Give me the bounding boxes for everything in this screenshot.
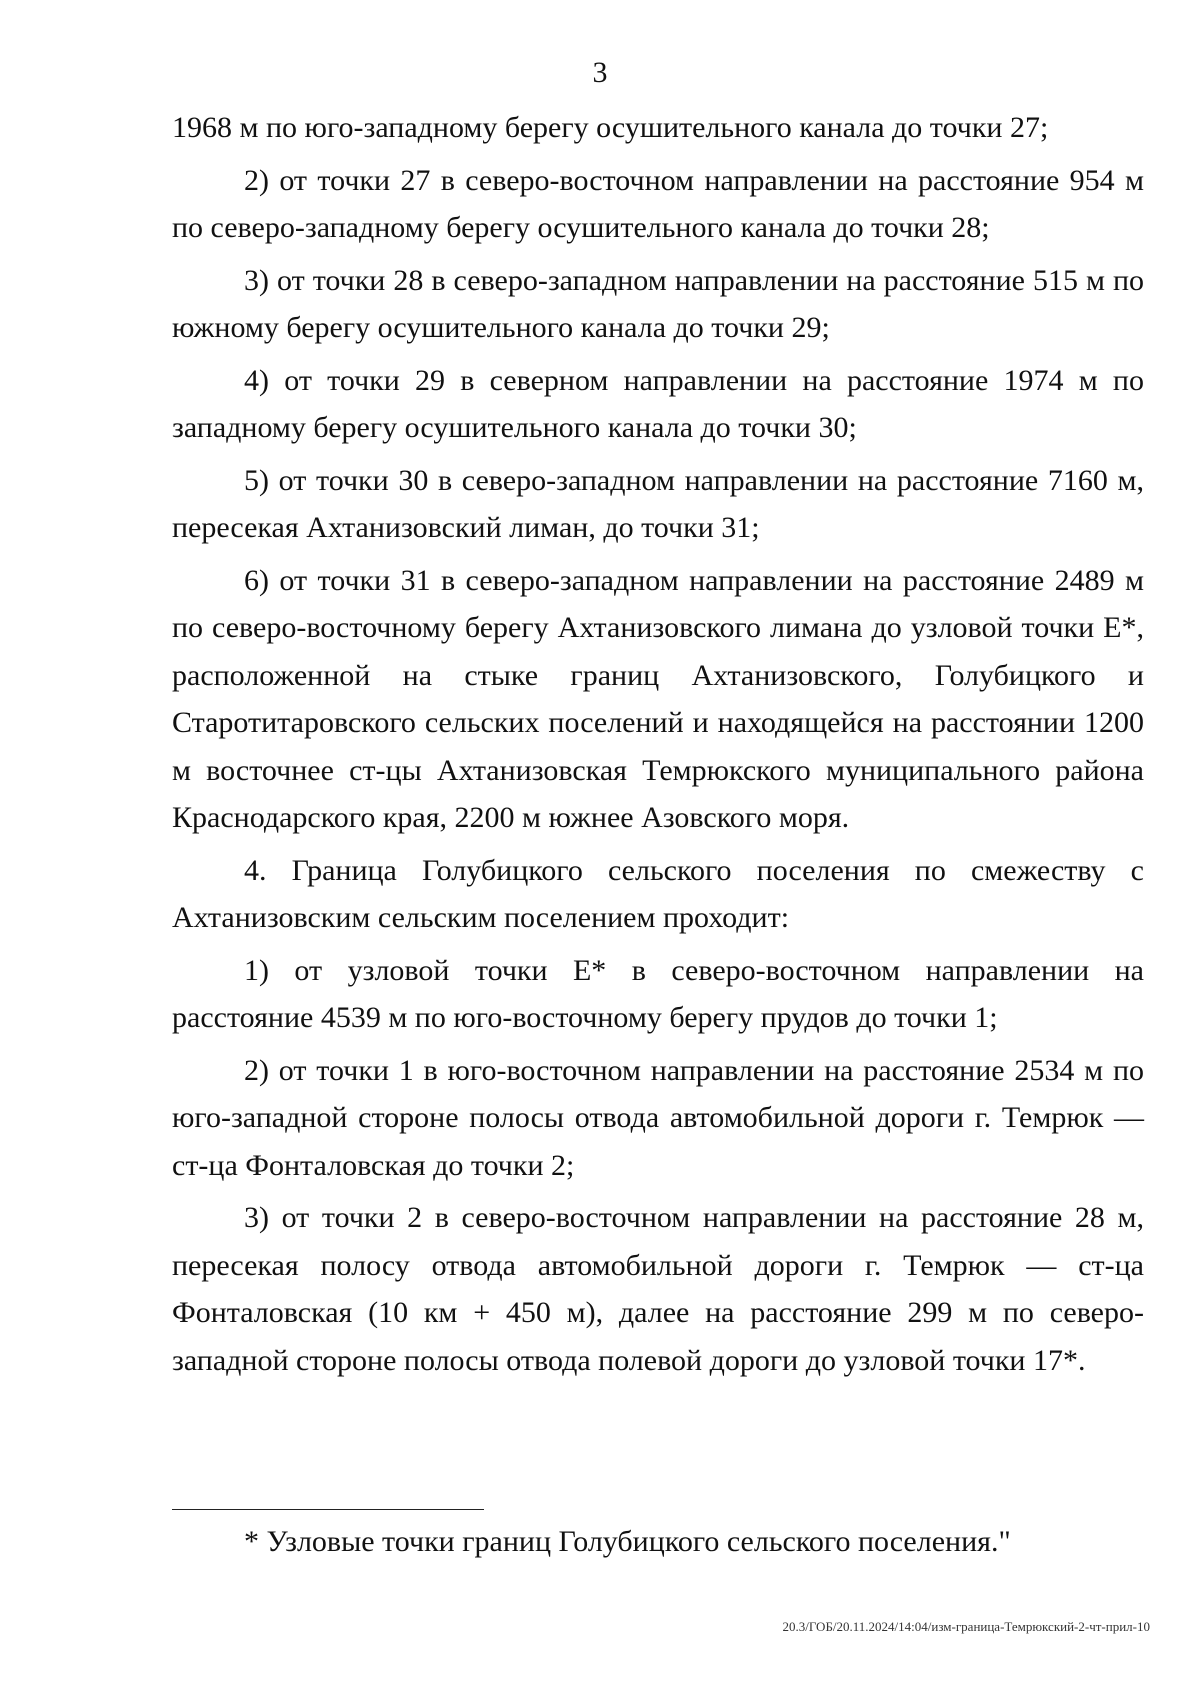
paragraph-item-2: 2) от точки 27 в северо-восточном направлении на расстояние 954 м по северо-западному берегу осушительного канала до точки 28; <box>172 163 1144 244</box>
paragraph-item-3: 3) от точки 28 в северо-западном направлении на расстояние 515 м по южному берегу осушительного канала до точки 29; <box>172 263 1144 344</box>
paragraph-item-6: 6) от точки 31 в северо-западном направлении на расстояние 2489 м по северо-восточному берегу Ахтанизовского лимана до узловой точки Е*, расположенной на стыке границ Ахтанизовского, Голубицкого и Старотитаровского сельских поселений и находящейся на расстоянии 1200 м восточнее ст-цы Ахтанизовская Темрюкского муниципального района Краснодарского края, 2200 м южнее Азовского моря. <box>172 563 1144 834</box>
paragraph-item-5: 5) от точки 30 в северо-западном направлении на расстояние 7160 м, пересекая Ахтанизовский лиман, до точки 31; <box>172 463 1144 544</box>
document-body <box>172 104 1144 1384</box>
footnote-divider <box>172 1509 484 1510</box>
paragraph-s4-item-1: 1) от узловой точки Е* в северо-восточном направлении на расстояние 4539 м по юго-восточному берегу прудов до точки 1; <box>172 953 1144 1034</box>
paragraph-s4-item-3: 3) от точки 2 в северо-восточном направлении на расстояние 28 м, пересекая полосу отвода автомобильной дороги г. Темрюк — ст-ца Фонталовская (10 км + 450 м), далее на расстояние 299 м по северо-западной стороне полосы отвода полевой дороги до узловой точки 17*. <box>172 1201 1144 1377</box>
paragraph-item-4: 4) от точки 29 в северном направлении на расстояние 1974 м по западному берегу осушительного канала до точки 30; <box>172 363 1144 444</box>
footnote: * Узловые точки границ Голубицкого сельского поселения." <box>244 1525 1011 1558</box>
page-number: 3 <box>592 56 608 89</box>
document-footer-code: 20.3/ГОБ/20.11.2024/14:04/изм-граница-Темрюкский-2-чт-прил-10 <box>782 1619 1150 1634</box>
paragraph-s4-item-2: 2) от точки 1 в юго-восточном направлении на расстояние 2534 м по юго-западной стороне полосы отвода автомобильной дороги г. Темрюк — ст-ца Фонталовская до точки 2; <box>172 1053 1144 1182</box>
section-4-heading-paragraph: 4. Граница Голубицкого сельского поселения по смежеству с Ахтанизовским сельским поселением проходит: <box>172 853 1144 934</box>
paragraph-continuation: 1968 м по юго-западному берегу осушительного канала до точки 27; <box>172 111 1049 144</box>
